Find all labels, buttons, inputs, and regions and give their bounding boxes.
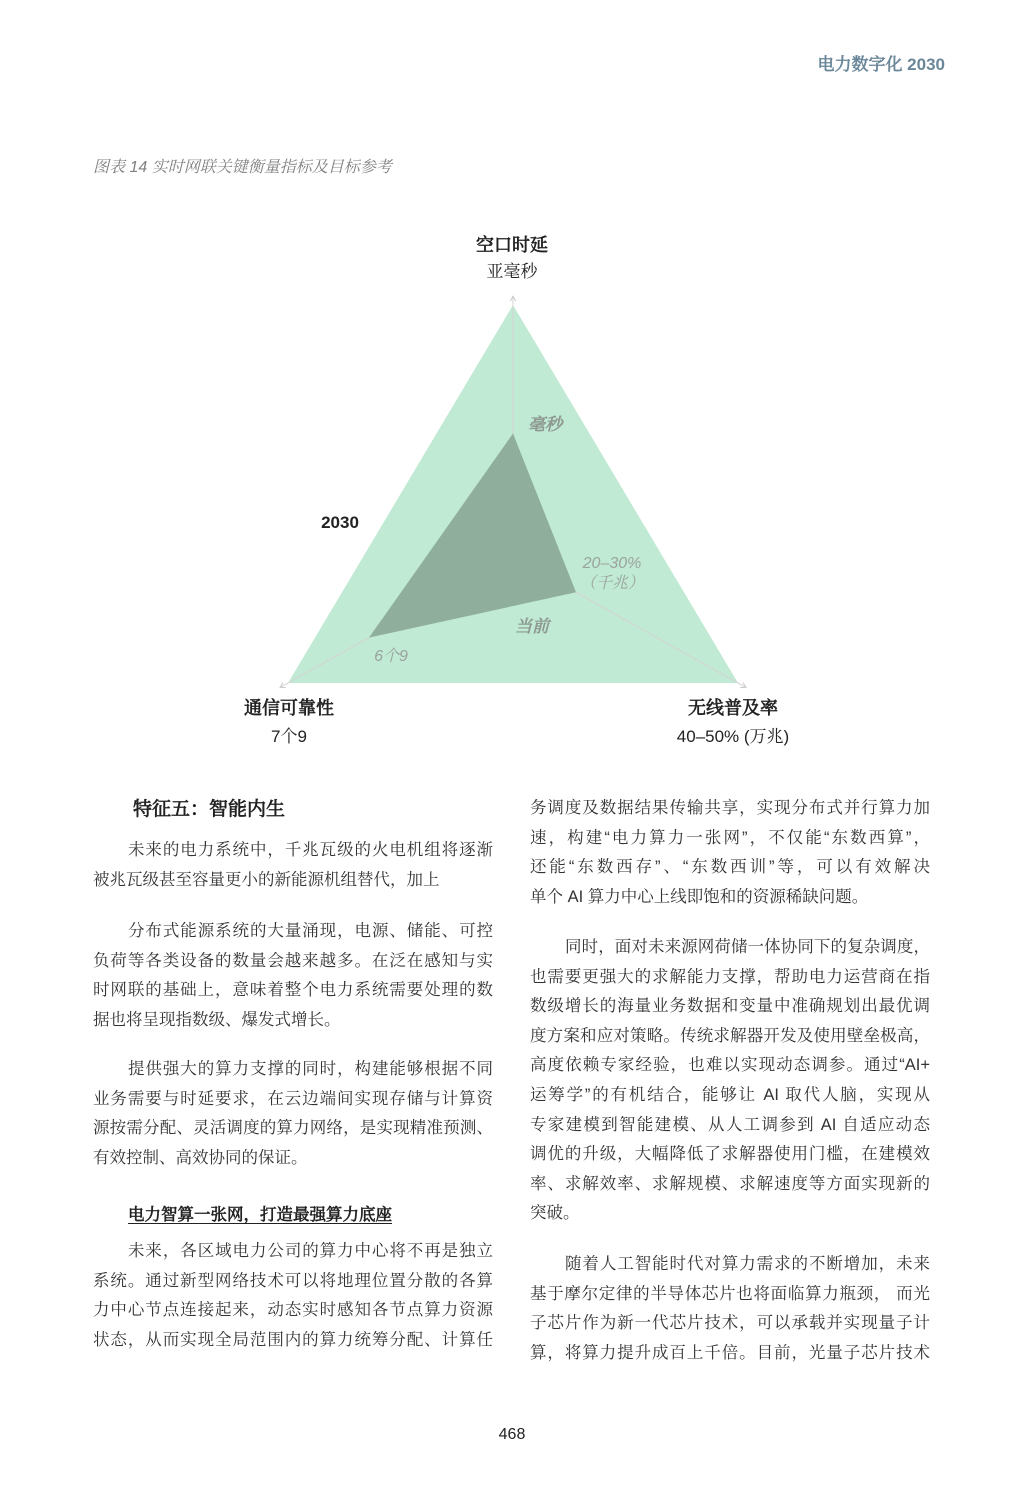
target-label-delay: 亚毫秒 [486,262,538,281]
paragraph-line: 还能“东数西存”、“东数西训”等，可以有效解决 [530,858,930,877]
paragraph [93,1237,493,1355]
radar-chart [0,200,1024,760]
subsection-heading: 电力智算一张网，打造最强算力底座 [128,1206,392,1224]
target-label-reliability: 7个9 [271,727,307,746]
paragraph-line: 度方案和应对策略。传统求解器开发及使用壁垒极高， [530,1026,930,1045]
paragraph-line: 负荷等各类设备的数量会越来越多。在泛在感知与实 [93,951,493,970]
paragraph-line: 有效控制、高效协同的保证。 [93,1148,308,1167]
paragraph [530,1250,930,1368]
paragraph-line: 源按需分配、灵活调度的算力网络，是实现精准预测、 [93,1119,493,1138]
paragraph-line: 分布式能源系统的大量涌现，电源、储能、可控 [128,922,493,940]
paragraph-line: 业务需要与时延要求，在云边端间实现存储与计算资 [93,1089,493,1108]
paragraph [530,794,930,912]
paragraph-line: 突破。 [530,1204,580,1223]
paragraph-line: 时网联的基础上，意味着整个电力系统需要处理的数 [93,981,493,1000]
paragraph-line: 系统。通过新型网络技术可以将地理位置分散的各算 [93,1271,493,1290]
paragraph-line: 率、求解效率、求解规模、求解速度等方面实现新的 [530,1174,930,1193]
series-label-current: 当前 [515,617,549,636]
figure-caption: 图表 14 实时网联关键衡量指标及目标参考 [93,159,392,176]
paragraph-line: 数级增长的海量业务数据和变量中准确规划出最优调 [530,997,930,1016]
paragraph-line: 力中心节点连接起来，动态实时感知各节点算力资源 [93,1301,493,1320]
page-number: 468 [498,1426,526,1443]
axis-label-wireless: 无线普及率 [688,698,778,718]
paragraph [530,933,930,1229]
paragraph-line: 也需要更强大的求解能力支撑，帮助电力运营商在指 [530,967,930,986]
paragraph-line: 状态，从而实现全局范围内的算力统筹分配、计算任 [93,1330,493,1349]
section-heading: 特征五：智能内生 [133,799,286,820]
axis-label-reliability: 通信可靠性 [244,698,334,718]
paragraph-line: 高度依赖专家经验，也难以实现动态调参。通过“AI+ [530,1056,930,1075]
paragraph-line: 提供强大的算力支撑的同时，构建能够根据不同 [128,1060,493,1078]
current-label-wireless-unit: （千兆） [579,575,645,592]
axis-label-delay: 空口时延 [476,235,548,255]
target-label-wireless: 40–50% (万兆) [676,727,790,746]
paragraph-line: 子芯片作为新一代芯片技术，可以承载并实现量子计 [530,1314,930,1333]
paragraph-line: 被兆瓦级甚至容量更小的新能源机组替代，加上 [93,870,440,889]
paragraph-line: 未来的电力系统中，千兆瓦级的火电机组将逐渐 [128,841,493,859]
paragraph [93,917,493,1035]
paragraph [93,836,493,895]
paragraph-line: 速，构建“电力算力一张网”，不仅能“东数西算”， [530,828,930,847]
paragraph-line: 运筹学”的有机结合，能够让 AI 取代人脑，实现从 [530,1085,930,1104]
paragraph-line: 据也将呈现指数级、爆发式增长。 [93,1010,341,1029]
paragraph-line: 随着人工智能时代对算力需求的不断增加，未来 [565,1255,930,1273]
paragraph-line: 算，将算力提升成百上千倍。目前，光量子芯片技术 [530,1343,930,1362]
paragraph-line: 调优的升级，大幅降低了求解器使用门槛，在建模效 [530,1145,930,1164]
paragraph-line: 基于摩尔定律的半导体芯片也将面临算力瓶颈， 而光 [530,1284,930,1303]
paragraph-line: 专家建模到智能建模、从人工调参到 AI 自适应动态 [530,1115,930,1134]
paragraph-line: 同时，面对未来源网荷储一体协同下的复杂调度， [565,938,930,956]
series-label-2030: 2030 [321,513,359,532]
current-label-reliability: 6个9 [374,648,408,665]
paragraph-line: 单个 AI 算力中心上线即饱和的资源稀缺问题。 [530,887,869,906]
running-header: 电力数字化 2030 [817,55,945,74]
paragraph-line: 务调度及数据结果传输共享，实现分布式并行算力加 [530,799,930,817]
paragraph-line: 未来，各区域电力公司的算力中心将不再是独立 [128,1242,493,1260]
current-label-wireless: 20–30% [582,555,642,572]
paragraph [93,1055,493,1173]
current-label-delay: 毫秒 [528,415,562,434]
